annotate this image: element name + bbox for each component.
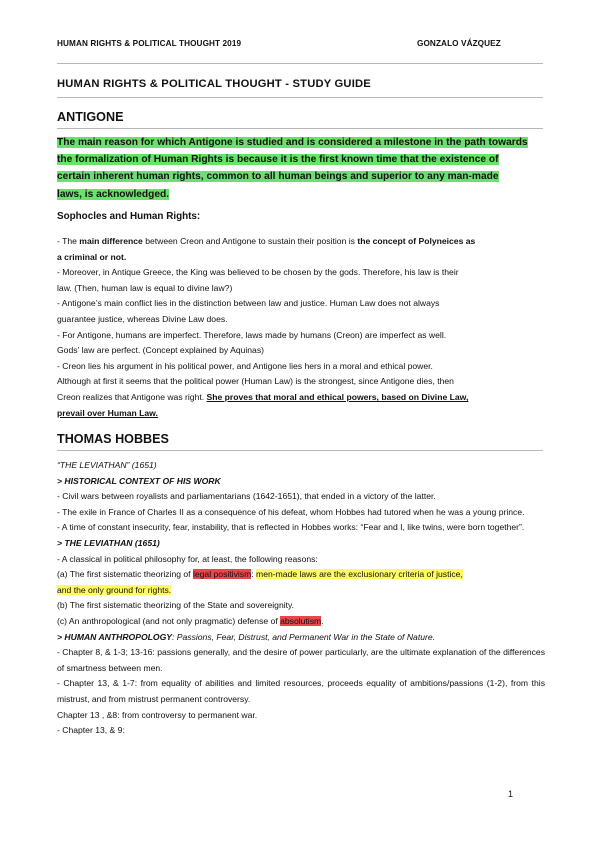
intro-line-1: The main reason for which Antigone is studied and is considered a milestone in the path towards	[57, 137, 528, 148]
note-line: - The main difference between Creon and Antigone to sustain their position is the concept of Polyneices as	[57, 236, 476, 246]
note-line: - Antigone’s main conflict lies in the distinction between law and justice. Human Law does not always	[57, 298, 440, 309]
note-line: (c) An anthropological (and not only pragmatic) defense of absolutism.	[57, 615, 324, 626]
conclusion-underlined: She proves that moral and ethical powers, based on Divine Law,	[206, 391, 469, 402]
note-line: (a) The first sistematic theorizing of legal positivism: men-made laws are the exclusionary criteria of justice,	[57, 569, 463, 580]
intro-line-2: the formalization of Human Rights is because it is the first known time that the existence of	[57, 154, 499, 166]
note-line: - Chapter 13, & 9:	[57, 725, 125, 736]
note-line: Gods’ law are perfect. (Concept explained by Aquinas)	[57, 345, 265, 356]
note-line: - Chapter 8, & 1-3; 13-16: passions generally, and the desire of power particularly, are the ultimate explanation of the differences of smartness between men.	[57, 647, 545, 673]
antigone-notes	[57, 234, 545, 421]
highlight-definition: men-made laws are the exclusionary criteria of justice,	[256, 569, 463, 580]
highlight-legal-positivism: legal positivism	[192, 569, 252, 580]
page-number: 1	[508, 789, 514, 799]
note-line: guarantee justice, whereas Divine Law does.	[57, 313, 228, 324]
note-line: - A classical in political philosophy for, at least, the following reasons:	[57, 553, 318, 564]
hobbes-divider	[57, 450, 543, 451]
note-line: a criminal or not.	[57, 251, 127, 262]
conclusion-underlined: prevail over Human Law.	[57, 407, 158, 418]
hobbes-notes	[57, 458, 545, 739]
note-line: law. (Then, human law is equal to divine law?)	[57, 282, 233, 293]
note-line	[57, 583, 545, 599]
title-divider	[57, 97, 543, 98]
running-header-author: GONZALO VÁZQUEZ	[417, 39, 501, 48]
antigone-highlighted-intro	[57, 134, 528, 203]
header-divider	[57, 63, 543, 64]
note-line: - Chapter 13, & 1-7: from equality of abilities and limited resources, proceeds equality of ambitions/passions (1-2), from this mistrust, and from mistrust permanent controversy.	[57, 678, 545, 704]
subheading-historical-context: > HISTORICAL CONTEXT OF HIS WORK	[57, 475, 221, 486]
note-line: Although at first it seems that the political power (Human Law) is the strongest, since Antigone dies, then	[57, 376, 454, 387]
subheading-sophocles: Sophocles and Human Rights:	[57, 211, 201, 222]
note-line: - Moreover, in Antique Greece, the King was believed to be chosen by the gods. Therefore, his law is their	[57, 267, 459, 278]
antigone-divider	[57, 128, 543, 129]
subheading-leviathan: > THE LEVIATHAN (1651)	[57, 537, 160, 548]
section-title-antigone: ANTIGONE	[57, 110, 124, 124]
intro-line-4: laws, is acknowledged.	[57, 188, 170, 200]
note-line: - Creon lies his argument in his political power, and Antigone lies hers in a moral and ethical power.	[57, 360, 433, 371]
note-line: - Civil wars between royalists and parliamentarians (1642-1651), that ended in a victory of the latter.	[57, 491, 436, 502]
work-title: “THE LEVIATHAN” (1651)	[57, 460, 157, 470]
note-line: Creon realizes that Antigone was right. She proves that moral and ethical powers, based on Divine Law,	[57, 391, 469, 402]
intro-line-3: certain inherent human rights, common to all human beings and superior to any man-made	[57, 171, 499, 183]
highlight-absolutism: absolutism	[280, 615, 322, 626]
note-line: - The exile in France of Charles II as a consequence of his defeat, whom Hobbes had tutored when he was a young prince.	[57, 506, 525, 517]
note-line: (b) The first sistematic theorizing of the State and sovereignity.	[57, 600, 295, 611]
highlight-definition: and the only ground for rights.	[57, 584, 172, 595]
note-line: - A time of constant insecurity, fear, instability, that is reflected in Hobbes works: “Fear and I, like twins, were born together”.	[57, 522, 525, 533]
section-title-hobbes: THOMAS HOBBES	[57, 432, 169, 446]
document-title: HUMAN RIGHTS & POLITICAL THOUGHT - STUDY GUIDE	[57, 78, 371, 90]
note-line: Chapter 13 , &8: from controversy to permanent war.	[57, 709, 258, 720]
subheading-anthropology: > HUMAN ANTHROPOLOGY: Passions, Fear, Distrust, and Permanent War in the State of Nature.	[57, 631, 436, 642]
note-line: - For Antigone, humans are imperfect. Therefore, laws made by humans (Creon) are imperfect as well.	[57, 329, 447, 340]
running-header-title: HUMAN RIGHTS & POLITICAL THOUGHT 2019	[57, 39, 242, 48]
